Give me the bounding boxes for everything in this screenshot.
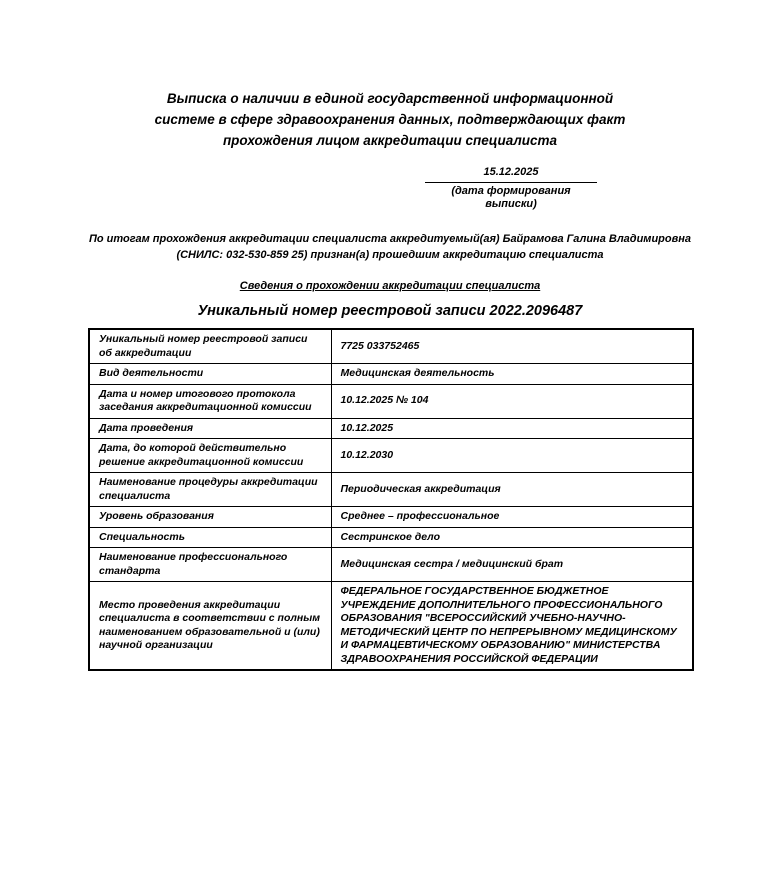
section-heading	[0, 279, 780, 293]
accreditation-table	[88, 328, 694, 671]
table-row	[89, 364, 693, 385]
document-title-line: Выписка о наличии в единой государственной информационной	[166, 91, 614, 106]
table-row	[89, 329, 693, 364]
row-value: ФЕДЕРАЛЬНОЕ ГОСУДАРСТВЕННОЕ БЮДЖЕТНОЕ УЧРЕЖДЕНИЕ ДОПОЛНИТЕЛЬНОГО ПРОФЕССИОНАЛЬНОГО ОБРАЗОВАНИЯ "ВСЕРОССИЙСКИЙ УЧЕБНО-НАУЧНО-МЕТОДИЧЕСКИЙ ЦЕНТР ПО НЕПРЕРЫВНОМУ МЕДИЦИНСКОМУ И ФАРМАЦЕВТИЧЕСКОМУ ОБРАЗОВАНИЮ" МИНИСТЕРСТВА ЗДРАВООХРАНЕНИЯ РОССИЙСКОЙ ФЕДЕРАЦИИ	[331, 582, 693, 671]
row-label: Вид деятельности	[89, 364, 331, 385]
row-label: Уникальный номер реестровой записи об аккредитации	[89, 329, 331, 364]
row-label: Дата проведения	[89, 418, 331, 439]
row-value: Периодическая аккредитация	[331, 473, 693, 507]
document-title	[0, 88, 780, 151]
issue-date-caption: (дата формирования выписки)	[451, 185, 571, 210]
issue-date: 15.12.2025	[425, 166, 597, 183]
document-title-line: системе в сфере здравоохранения данных, подтверждающих факт	[154, 112, 626, 127]
table-row	[89, 548, 693, 582]
row-label: Уровень образования	[89, 507, 331, 528]
row-label: Место проведения аккредитации специалиста в соответствии с полным наименованием образовательной и (или) научной организации	[89, 582, 331, 671]
table-row	[89, 527, 693, 548]
section-heading-text: Сведения о прохождении аккредитации специалиста	[239, 280, 541, 292]
registry-number-heading: Уникальный номер реестровой записи 2022.2096487	[197, 303, 583, 319]
row-value: 10.12.2030	[331, 439, 693, 473]
table-row	[89, 384, 693, 418]
table-row	[89, 439, 693, 473]
table-row	[89, 418, 693, 439]
row-value: 10.12.2025 № 104	[331, 384, 693, 418]
row-value: Среднее – профессиональное	[331, 507, 693, 528]
row-value: 10.12.2025	[331, 418, 693, 439]
row-label: Наименование профессионального стандарта	[89, 548, 331, 582]
row-value: Медицинская деятельность	[331, 364, 693, 385]
row-label: Специальность	[89, 527, 331, 548]
issue-date-block	[425, 166, 597, 211]
document-title-line: прохождения лицом аккредитации специалиста	[222, 133, 558, 148]
row-label: Дата и номер итогового протокола заседания аккредитационной комиссии	[89, 384, 331, 418]
row-label: Дата, до которой действительно решение аккредитационной комиссии	[89, 439, 331, 473]
table-row	[89, 473, 693, 507]
table-row	[89, 582, 693, 671]
row-label: Наименование процедуры аккредитации специалиста	[89, 473, 331, 507]
row-value: Медицинская сестра / медицинский брат	[331, 548, 693, 582]
table-row	[89, 507, 693, 528]
intro-paragraph: По итогам прохождения аккредитации специалиста аккредитуемый(ая) Байрамова Галина Владимировна (СНИЛС: 032-530-859 25) признан(а) прошедшим аккредитацию специалиста	[88, 233, 692, 261]
row-value: 7725 033752465	[331, 329, 693, 364]
row-value: Сестринское дело	[331, 527, 693, 548]
